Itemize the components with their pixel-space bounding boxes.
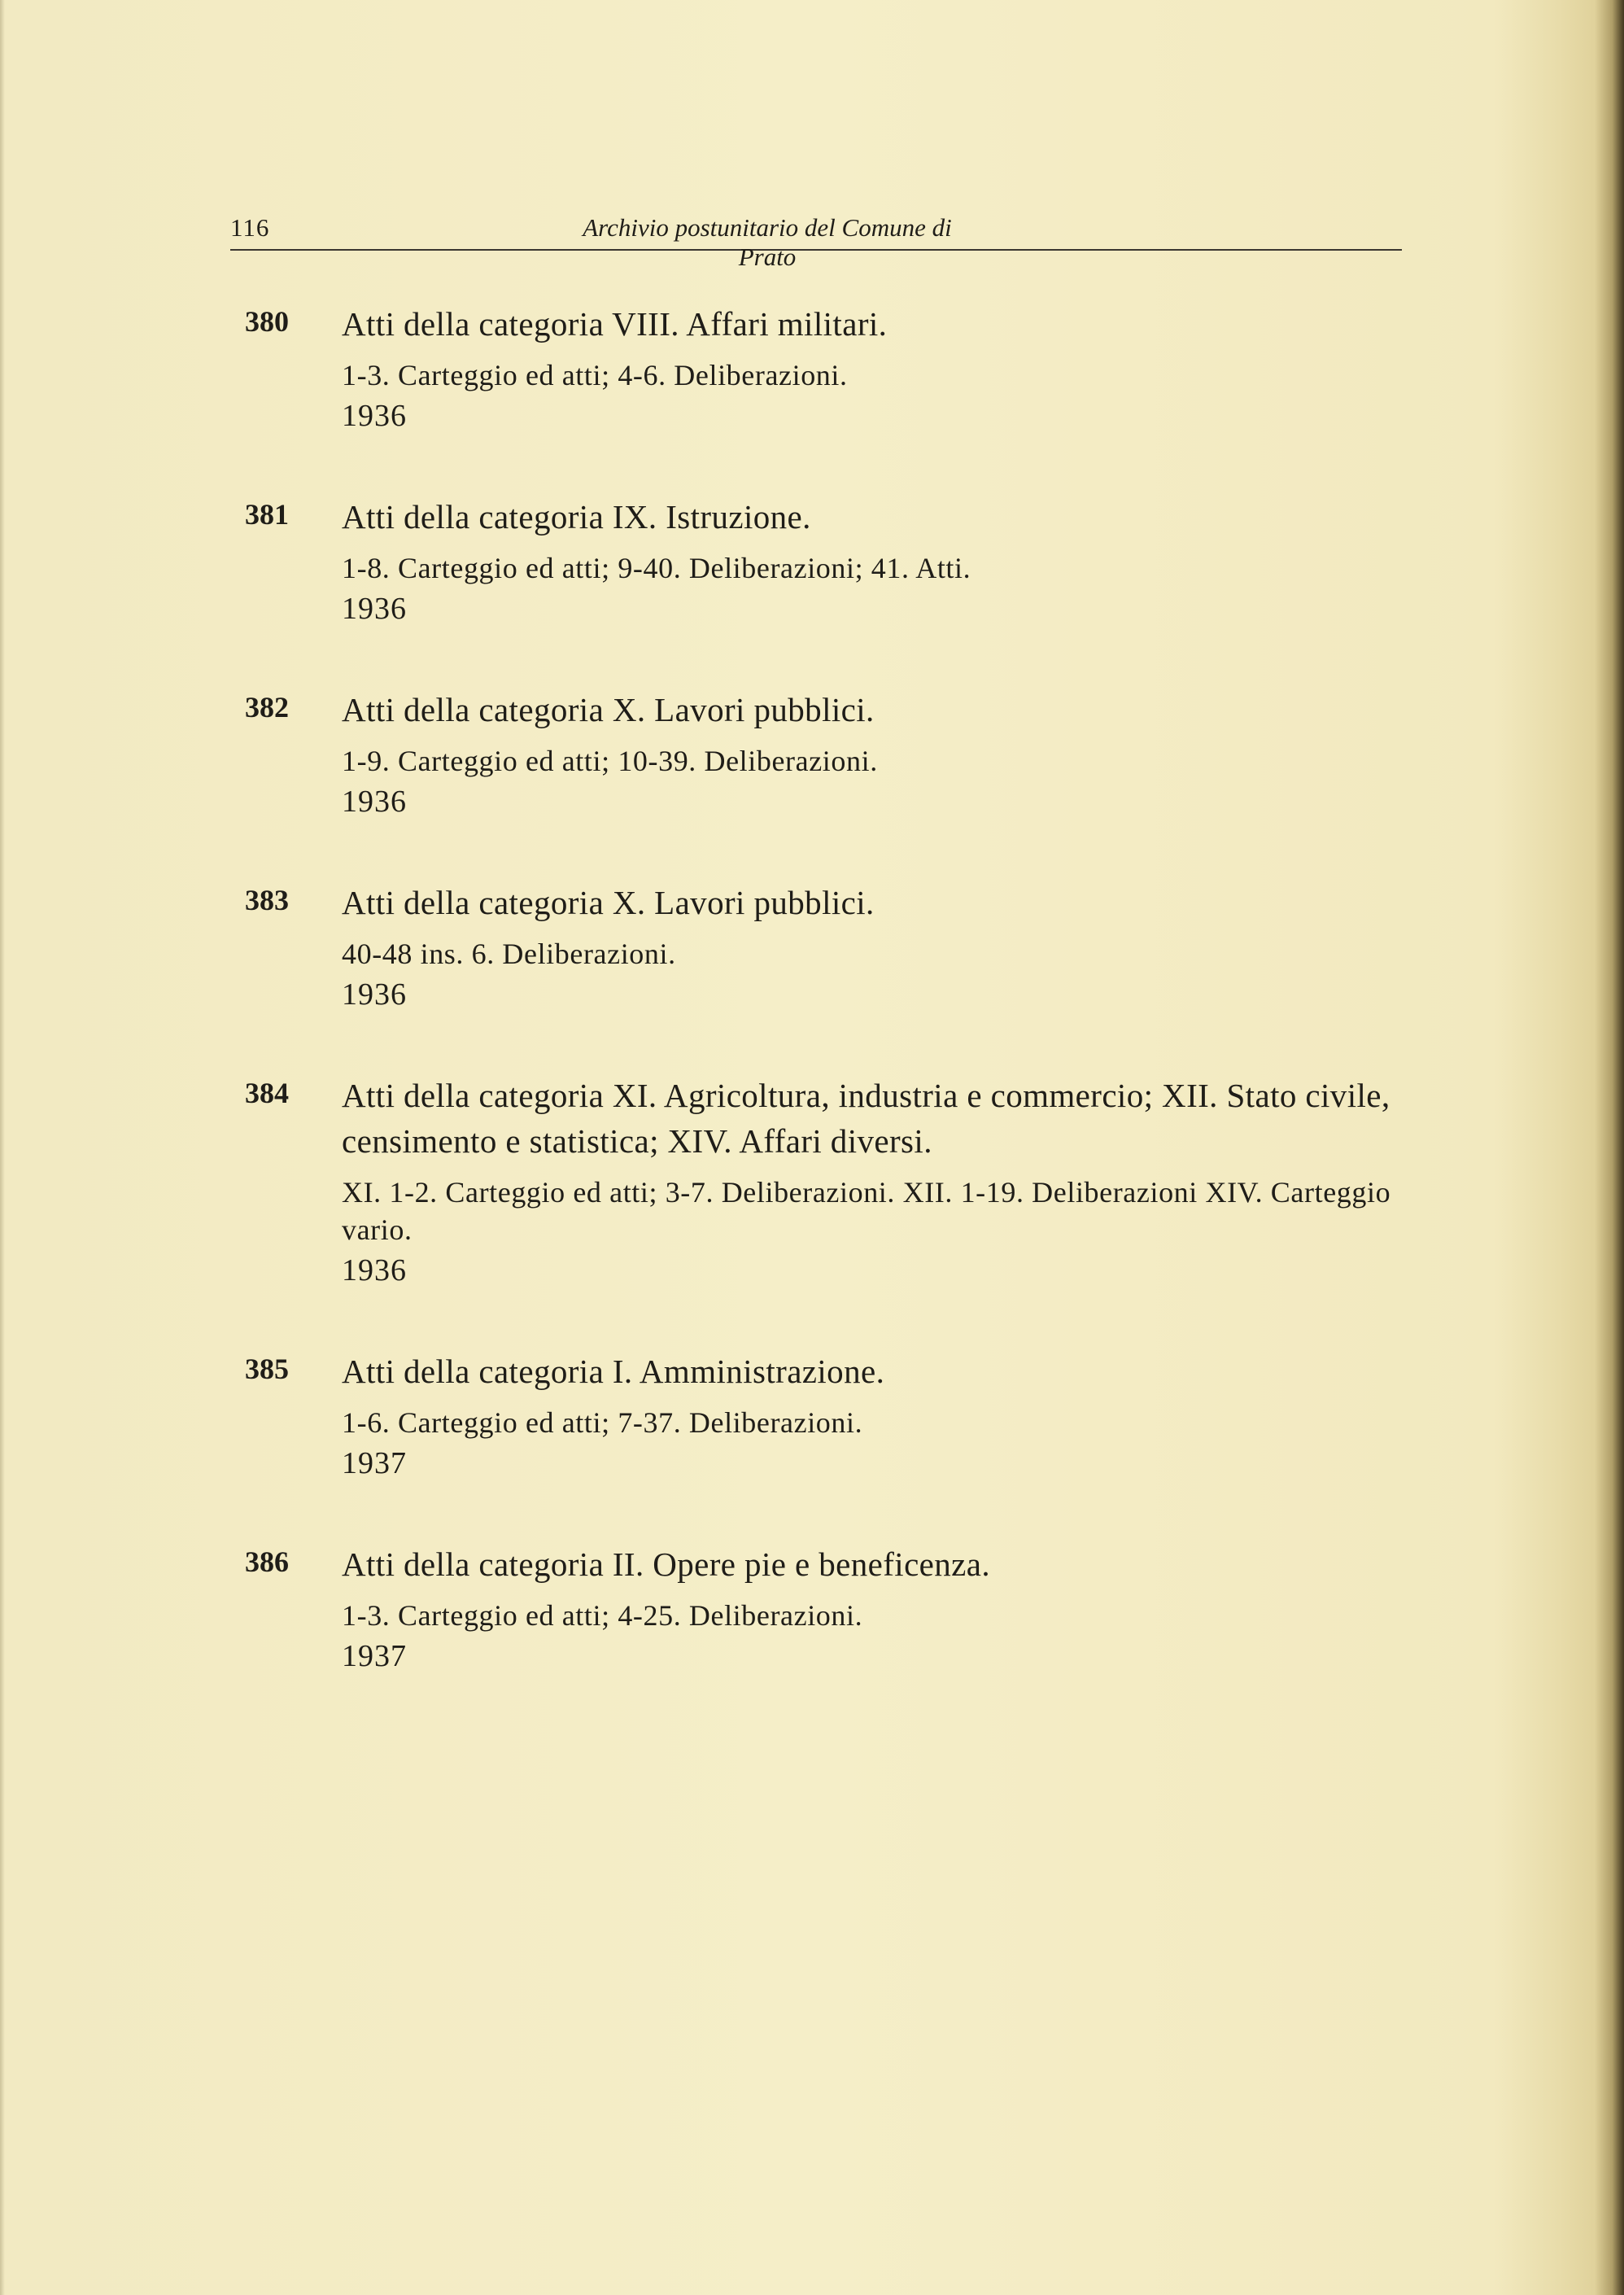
entry-year: 1936 xyxy=(342,399,407,433)
entry-number: 380 xyxy=(245,305,289,338)
entry-title: Atti della categoria IX. Istruzione. xyxy=(342,498,811,536)
inventory-entry xyxy=(230,494,1410,631)
page-header xyxy=(230,212,1402,271)
inventory-entry xyxy=(230,1073,1410,1292)
entry-number: 381 xyxy=(245,498,289,531)
entry-year: 1936 xyxy=(342,785,407,819)
entry-title: Atti della categoria VIII. Affari militari. xyxy=(342,305,888,343)
inventory-entry xyxy=(230,687,1410,824)
book-spine-shadow xyxy=(1595,0,1624,2295)
inventory-entry xyxy=(230,301,1410,438)
inventory-entry xyxy=(230,1541,1410,1678)
entry-year: 1937 xyxy=(342,1446,407,1480)
entry-content: 1-8. Carteggio ed atti; 9-40. Deliberazioni; 41. Atti. xyxy=(342,552,971,584)
entry-year: 1936 xyxy=(342,977,407,1012)
entry-year: 1936 xyxy=(342,592,407,626)
entry-content: 1-9. Carteggio ed atti; 10-39. Deliberazioni. xyxy=(342,745,878,777)
entry-content: 1-3. Carteggio ed atti; 4-25. Deliberazioni. xyxy=(342,1599,863,1632)
entry-number: 384 xyxy=(245,1077,289,1109)
entry-content: 40-48 ins. 6. Deliberazioni. xyxy=(342,938,676,970)
entry-content: 1-3. Carteggio ed atti; 4-6. Deliberazioni. xyxy=(342,359,848,391)
entry-number: 385 xyxy=(245,1353,289,1385)
entry-year: 1937 xyxy=(342,1639,407,1673)
entry-title: Atti della categoria II. Opere pie e beneficenza. xyxy=(342,1545,991,1583)
inventory-entries xyxy=(230,301,1410,1734)
entry-year: 1936 xyxy=(342,1253,407,1287)
running-title: Archivio postunitario del Comune di Prato xyxy=(583,213,952,271)
page-number: 116 xyxy=(230,213,270,242)
entry-number: 383 xyxy=(245,884,289,916)
entry-title: Atti della categoria I. Amministrazione. xyxy=(342,1353,885,1390)
entry-number: 386 xyxy=(245,1545,289,1578)
inventory-entry xyxy=(230,1349,1410,1485)
entry-content: 1-6. Carteggio ed atti; 7-37. Deliberazioni. xyxy=(342,1406,863,1439)
entry-number: 382 xyxy=(245,691,289,723)
entry-title: Atti della categoria X. Lavori pubblici. xyxy=(342,884,875,921)
page-left-edge xyxy=(0,0,5,2295)
entry-content: XI. 1-2. Carteggio ed atti; 3-7. Deliberazioni. XII. 1-19. Deliberazioni XIV. Carteggio vario. xyxy=(342,1176,1391,1246)
inventory-entry xyxy=(230,880,1410,1016)
entry-title: Atti della categoria X. Lavori pubblici. xyxy=(342,691,875,728)
entry-title: Atti della categoria XI. Agricoltura, industria e commercio; XII. Stato civile, censimento e statistica; XIV. Affari diversi. xyxy=(342,1077,1390,1160)
